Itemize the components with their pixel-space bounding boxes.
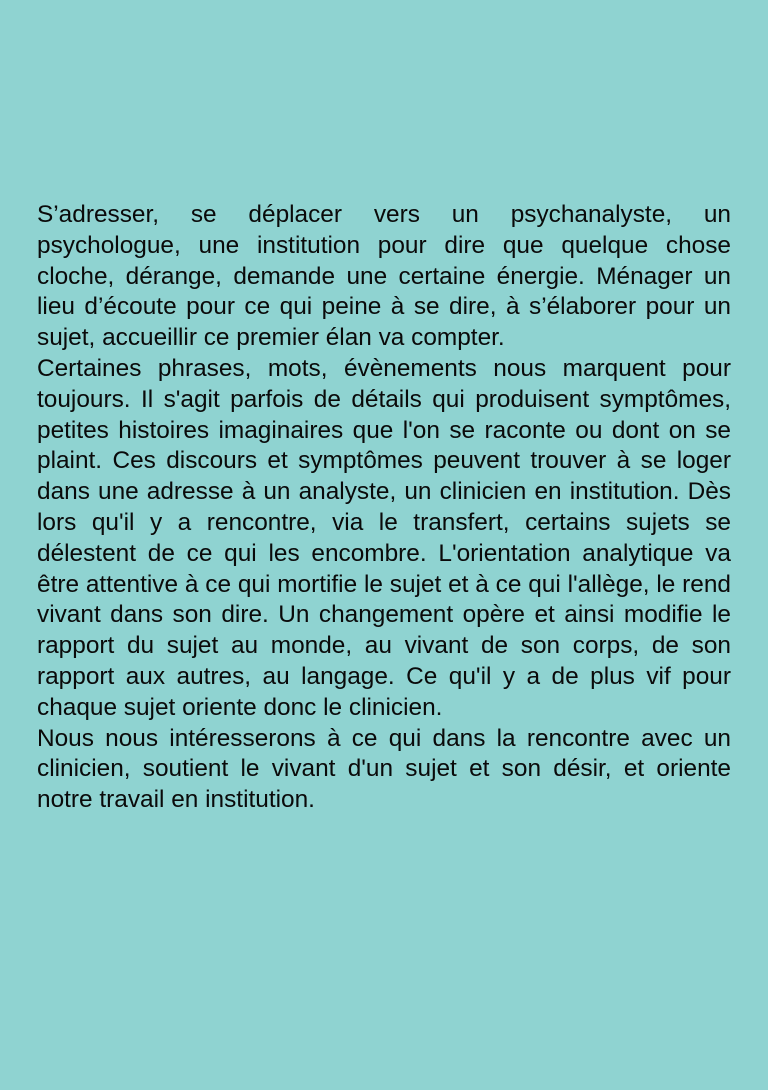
body-text [37, 200, 731, 816]
paragraph-1: S’adresser, se déplacer vers un psychanalyste, un psychologue, une institution pour dire que quelque chose cloche, dérange, demande une certaine énergie. Ménager un lieu d’écoute pour ce qui peine à se dire, à s’élaborer pour un sujet, accueillir ce premier élan va compter. [37, 201, 731, 352]
paragraph-2: Certaines phrases, mots, évènements nous marquent pour toujours. Il s'agit parfois de détails qui produisent symptômes, petites histoires imaginaires que l'on se raconte ou dont on se plaint. Ces discours et symptômes peuvent trouver à se loger dans une adresse à un analyste, un clinicien en institution. Dès lors qu'il y a rencontre, via le transfert, certains sujets se délestent de ce qui les encombre. L'orientation analytique va être attentive à ce qui mortifie le sujet et à ce qui l'allège, le rend vivant dans son dire. Un changement opère et ainsi modifie le rapport du sujet au monde, au vivant de son corps, de son rapport aux autres, au langage. Ce qu'il y a de plus vif pour chaque sujet oriente donc le clinicien. [37, 354, 731, 721]
paragraph-3: Nous nous intéresserons à ce qui dans la rencontre avec un clinicien, soutient le vivant d'un sujet et son désir, et oriente notre travail en institution. [37, 724, 731, 814]
